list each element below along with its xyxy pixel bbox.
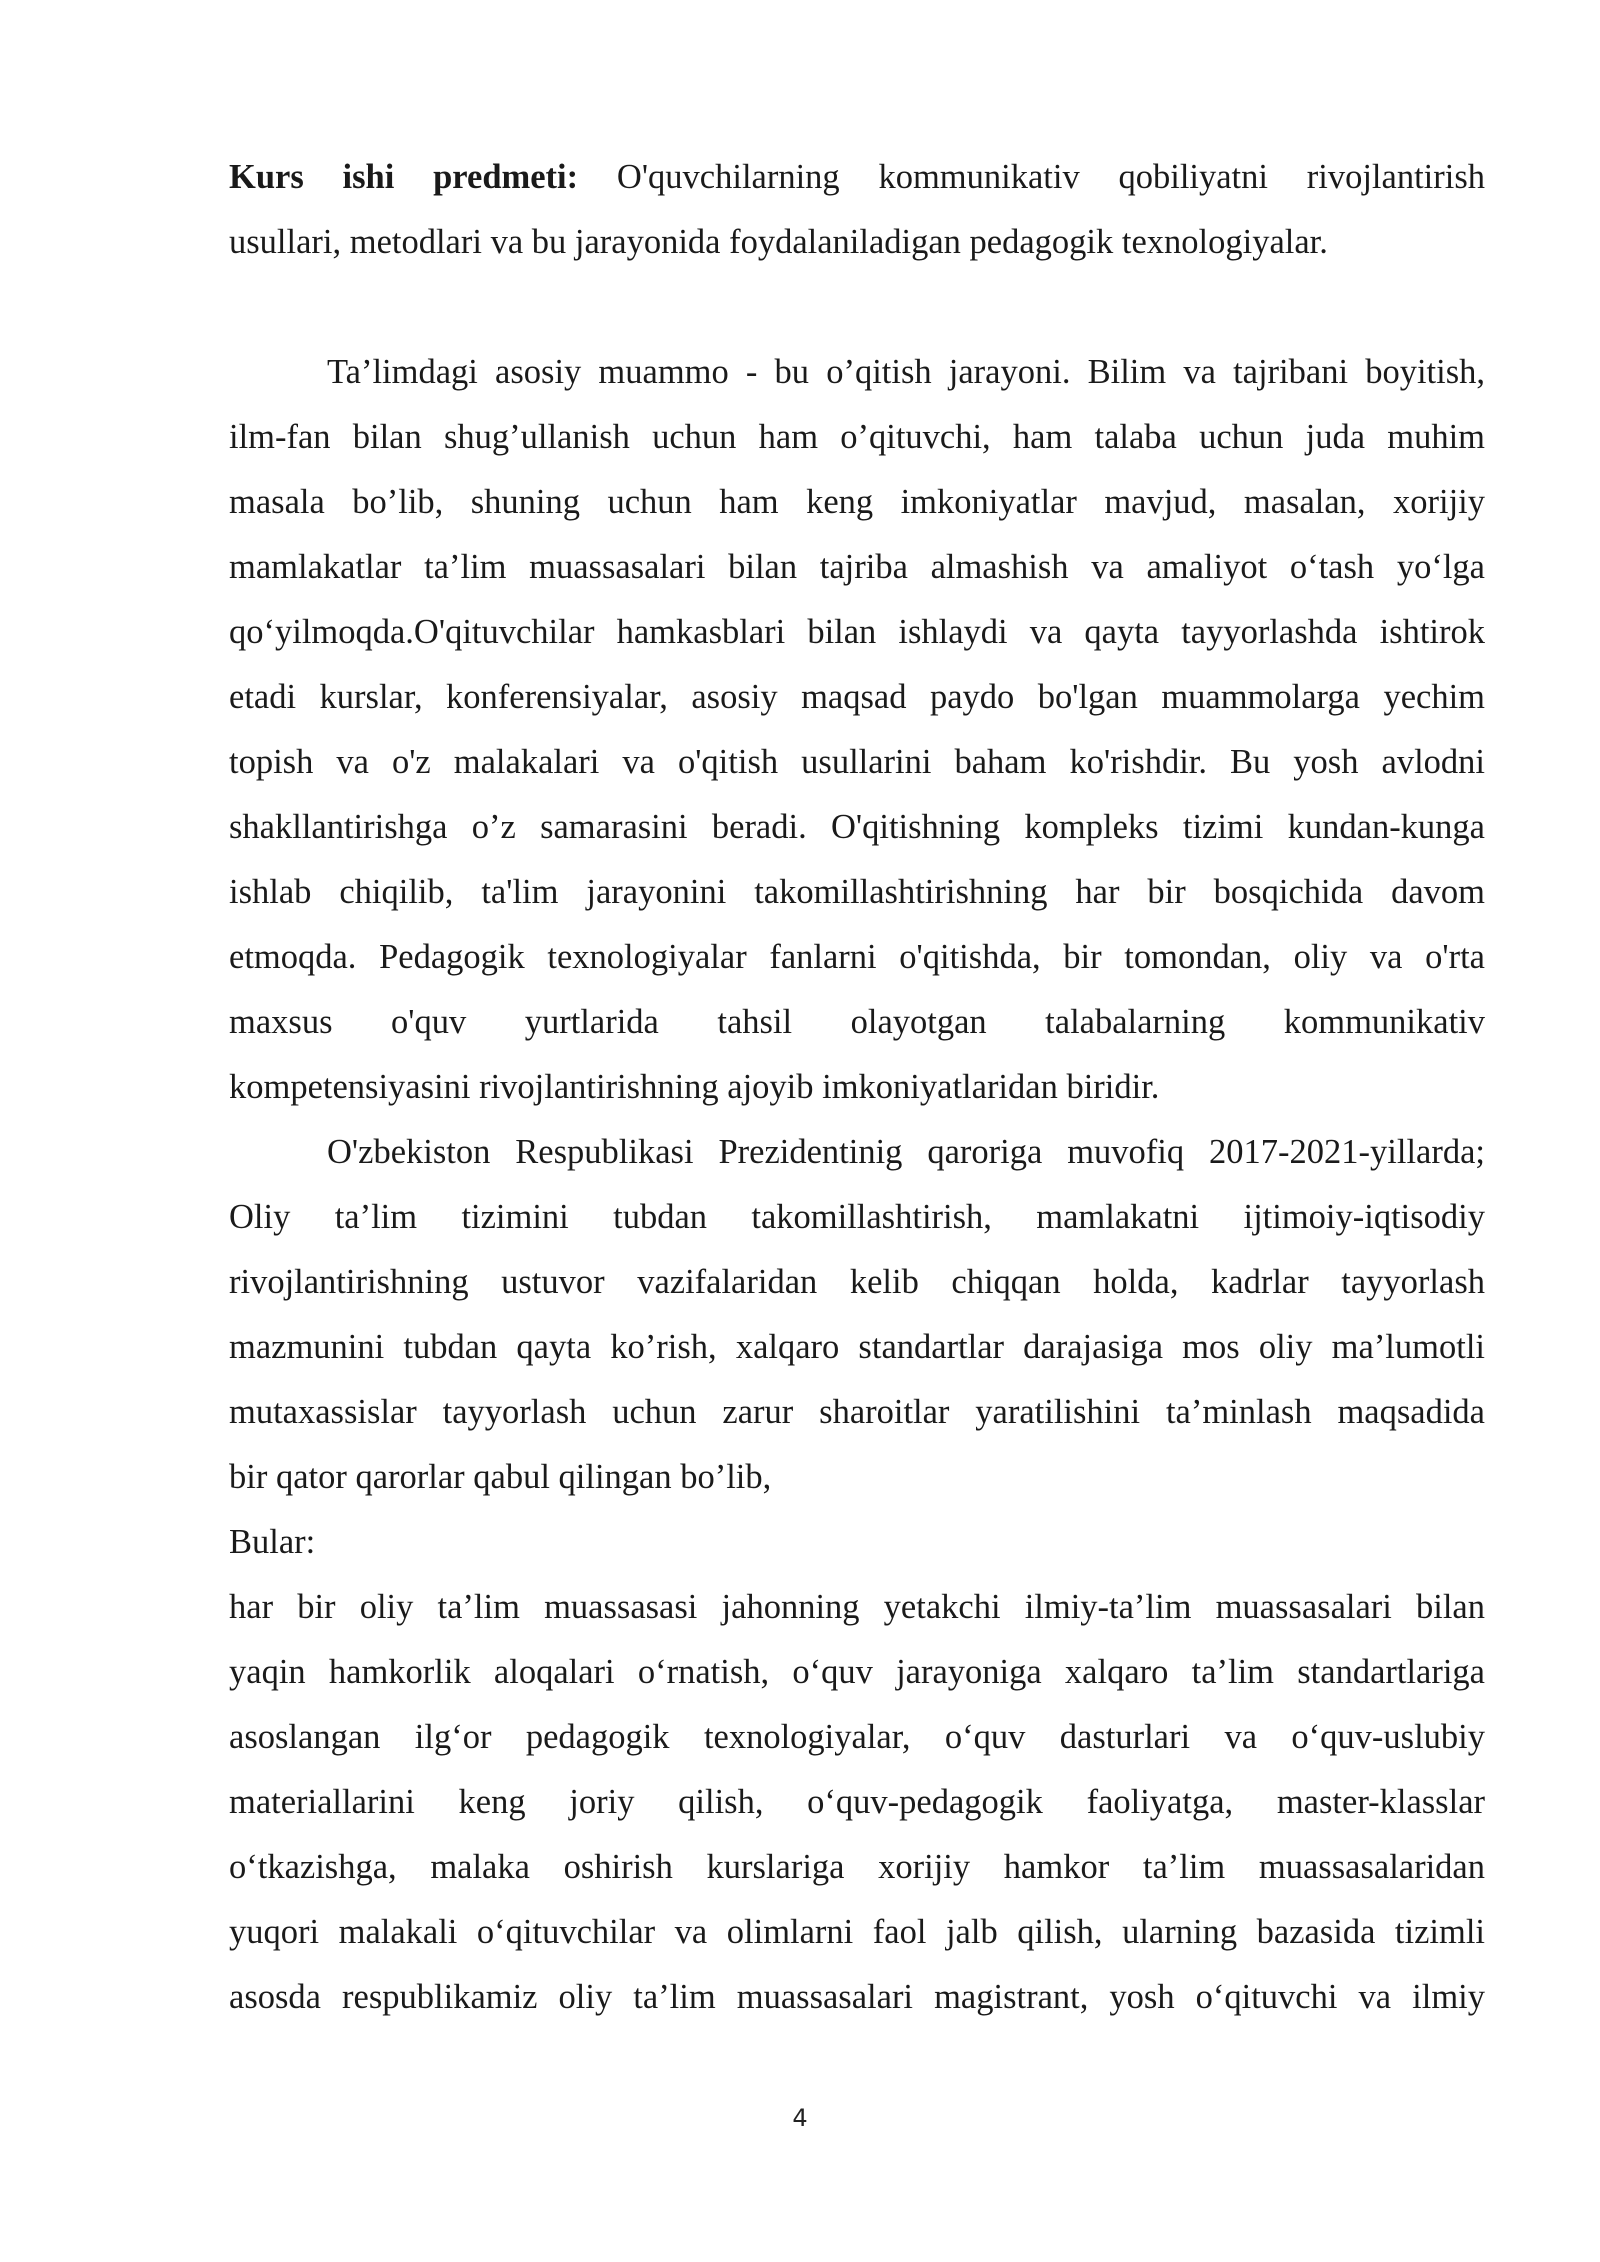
paragraph1-line: etmoqda. Pedagogik texnologiyalar fanlarni o'qitishda, bir tomondan, oliy va o'rta <box>229 938 1485 976</box>
page-content <box>229 145 1485 2030</box>
page-number: 4 <box>792 2104 808 2132</box>
paragraph1-line: shakllantirishga o’z samarasini beradi. O'qitishning kompleks tizimi kundan-kunga <box>229 808 1485 846</box>
blank-line <box>229 275 1485 340</box>
paragraph1-line: masala bo’lib, shuning uchun ham keng imkoniyatlar mavjud, masalan, xorijiy <box>229 483 1485 521</box>
paragraph1-line: qo‘yilmoqda.O'qituvchilar hamkasblari bilan ishlaydi va qayta tayyorlashda ishtirok <box>229 613 1485 651</box>
paragraph1-line: kompetensiyasini rivojlantirishning ajoyib imkoniyatlaridan biridir. <box>229 1068 1160 1106</box>
paragraph1-line: maxsus o'quv yurtlarida tahsil olayotgan talabalarning kommunikativ <box>229 1003 1485 1041</box>
paragraph3-line: o‘tkazishga, malaka oshirish kurslariga xorijiy hamkor ta’lim muassasalaridan <box>229 1848 1485 1886</box>
course-subject <box>229 145 1485 275</box>
paragraph1-line: Ta’limdagi asosiy muammo - bu o’qitish jarayoni. Bilim va tajribani boyitish, <box>327 353 1485 391</box>
paragraph2-line: O'zbekiston Respublikasi Prezidentinig qaroriga muvofiq 2017-2021-yillarda; <box>327 1133 1485 1171</box>
paragraph1-line: topish va o'z malakalari va o'qitish usullarini baham ko'rishdir. Bu yosh avlodni <box>229 743 1485 781</box>
paragraph3-line: asoslangan ilg‘or pedagogik texnologiyalar, o‘quv dasturlari va o‘quv-uslubiy <box>229 1718 1485 1756</box>
paragraph3-line: yuqori malakali o‘qituvchilar va olimlarni faol jalb qilish, ularning bazasida tizimli <box>229 1913 1485 1951</box>
paragraph2-line: rivojlantirishning ustuvor vazifalaridan kelib chiqqan holda, kadrlar tayyorlash <box>229 1263 1485 1301</box>
paragraph1-line: ishlab chiqilib, ta'lim jarayonini takomillashtirishning har bir bosqichida davom <box>229 873 1485 911</box>
paragraph3-line: har bir oliy ta’lim muassasasi jahonning yetakchi ilmiy-ta’lim muassasalari bilan <box>229 1588 1485 1626</box>
paragraph2-line: Oliy ta’lim tizimini tubdan takomillashtirish, mamlakatni ijtimoiy-iqtisodiy <box>229 1198 1485 1236</box>
bular-text: Bular: <box>229 1523 316 1561</box>
bular-heading <box>229 1510 1485 1575</box>
paragraph1-line: mamlakatlar ta’lim muassasalari bilan tajriba almashish va amaliyot o‘tash yo‘lga <box>229 548 1485 586</box>
paragraph1-line: ilm-fan bilan shug’ullanish uchun ham o’qituvchi, ham talaba uchun juda muhim <box>229 418 1485 456</box>
paragraph-president-decree <box>229 1120 1485 1510</box>
paragraph-cooperation <box>229 1575 1485 2030</box>
paragraph3-line: materiallarini keng joriy qilish, o‘quv-pedagogik faoliyatga, master-klasslar <box>229 1783 1485 1821</box>
course-subject-line-2: usullari, metodlari va bu jarayonida foydalaniladigan pedagogik texnologiyalar. <box>229 223 1328 261</box>
paragraph2-line: bir qator qarorlar qabul qilingan bo’lib, <box>229 1458 772 1496</box>
paragraph3-line: yaqin hamkorlik aloqalari o‘rnatish, o‘quv jarayoniga xalqaro ta’lim standartlariga <box>229 1653 1485 1691</box>
course-subject-line-1 <box>229 145 1485 210</box>
course-subject-label: Kurs ishi predmeti: <box>229 158 579 196</box>
paragraph1-line: etadi kurslar, konferensiyalar, asosiy maqsad paydo bo'lgan muammolarga yechim <box>229 678 1485 716</box>
paragraph3-line: asosda respublikamiz oliy ta’lim muassasalari magistrant, yosh o‘qituvchi va ilmiy <box>229 1978 1485 2016</box>
paragraph2-line: mutaxassislar tayyorlash uchun zarur sharoitlar yaratilishini ta’minlash maqsadida <box>229 1393 1485 1431</box>
paragraph-education-problem <box>229 340 1485 1120</box>
paragraph2-line: mazmunini tubdan qayta ko’rish, xalqaro standartlar darajasiga mos oliy ma’lumotli <box>229 1328 1485 1366</box>
course-subject-text: O'quvchilarning kommunikativ qobiliyatni rivojlantirish <box>616 158 1485 196</box>
